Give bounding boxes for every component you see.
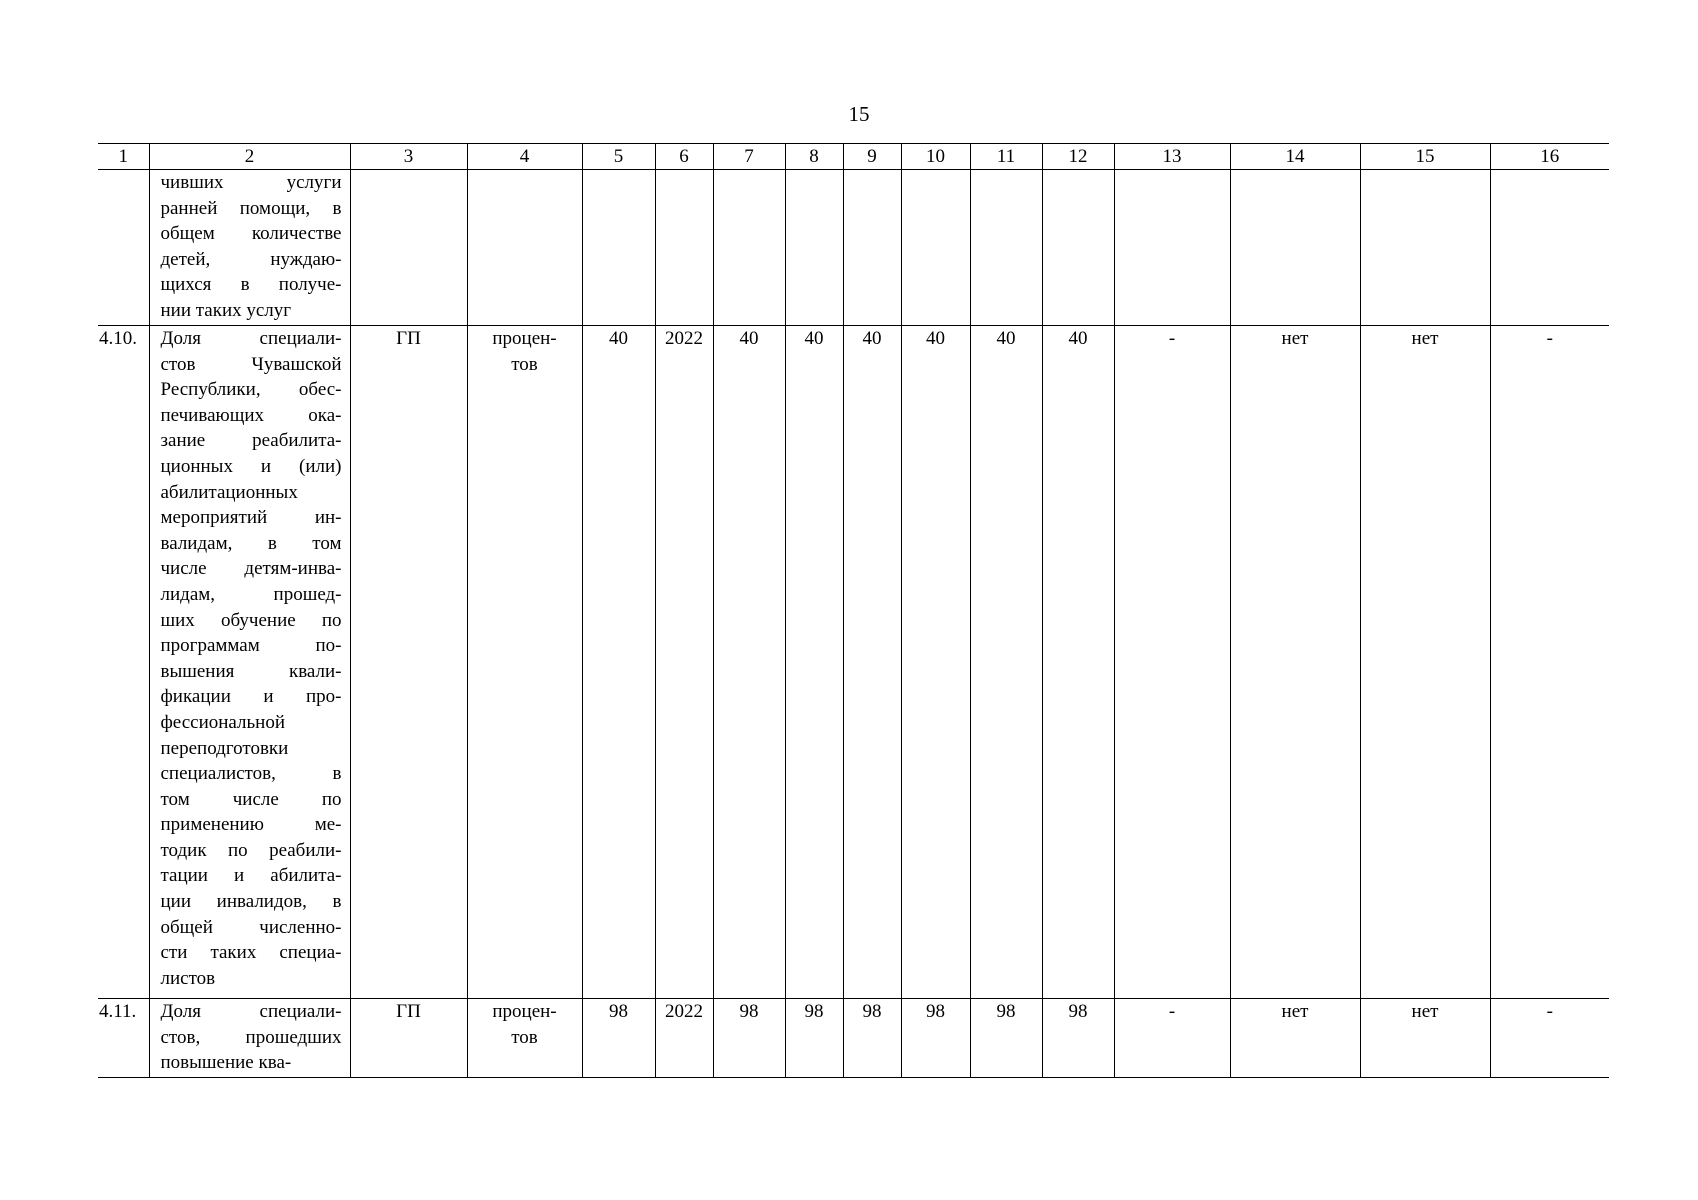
value-col-12: 98 (1042, 999, 1114, 1078)
value-col-7 (713, 170, 785, 326)
description-line: сти таких специа- (160, 942, 342, 964)
description-line: листов (160, 967, 216, 989)
header-col-16: 16 (1490, 144, 1609, 170)
header-col-15: 15 (1360, 144, 1490, 170)
description-line: валидам, в том (160, 532, 342, 554)
value-col-14: нет (1230, 999, 1360, 1078)
header-col-5: 5 (582, 144, 655, 170)
row-number: 4.11. (98, 999, 149, 1078)
value-col-7: 98 (713, 999, 785, 1078)
table-body (98, 170, 1609, 1078)
unit-of-measure (467, 326, 582, 999)
description-line: стов Чувашской (160, 353, 342, 375)
description-line: Республики, обес- (160, 379, 342, 401)
table-row (98, 326, 1609, 999)
value-col-13 (1114, 170, 1230, 326)
value-col-16: - (1490, 999, 1609, 1078)
value-col-9: 98 (843, 999, 901, 1078)
value-col-12 (1042, 170, 1114, 326)
value-col-13: - (1114, 999, 1230, 1078)
value-col-16 (1490, 170, 1609, 326)
description-line: общей численно- (160, 916, 342, 938)
header-col-8: 8 (785, 144, 843, 170)
description-line: переподготовки (160, 737, 289, 759)
description-line: лидам, прошед- (160, 583, 342, 605)
description-line: детей, нуждаю- (160, 248, 342, 270)
header-row (98, 144, 1609, 170)
header-col-1: 1 (98, 144, 149, 170)
unit-of-measure (467, 999, 582, 1078)
description-line: печивающих ока- (160, 404, 342, 426)
page-number: 15 (848, 102, 870, 126)
description-line: ции инвалидов, в (160, 891, 342, 913)
unit-line: процен- (492, 1001, 557, 1022)
value-col-9: 40 (843, 326, 901, 999)
description-line: нии таких услуг (160, 299, 292, 321)
description-line: ционных и (или) (160, 455, 342, 477)
value-col-10: 98 (901, 999, 970, 1078)
description-line: вышения квали- (160, 660, 342, 682)
value-col-9 (843, 170, 901, 326)
program-code: ГП (350, 326, 467, 999)
description-line: щихся в получе- (160, 274, 342, 296)
unit-of-measure (467, 170, 582, 326)
header-col-2: 2 (149, 144, 350, 170)
description-line: Доля специали- (160, 1001, 342, 1022)
header-col-9: 9 (843, 144, 901, 170)
description-line: Доля специали- (160, 328, 342, 349)
unit-line: тов (511, 353, 538, 375)
value-col-13: - (1114, 326, 1230, 999)
program-code (350, 170, 467, 326)
header-col-3: 3 (350, 144, 467, 170)
header-col-6: 6 (655, 144, 713, 170)
description-line: ших обучение по (160, 609, 342, 631)
description-line: фикации и про- (160, 686, 342, 708)
value-col-15 (1360, 170, 1490, 326)
row-number (98, 170, 149, 326)
indicator-description (149, 326, 350, 999)
value-col-8 (785, 170, 843, 326)
header-col-10: 10 (901, 144, 970, 170)
description-line: чивших услуги (160, 172, 342, 193)
header-col-12: 12 (1042, 144, 1114, 170)
value-col-8: 98 (785, 999, 843, 1078)
description-line: фессиональной (160, 711, 286, 733)
value-col-12: 40 (1042, 326, 1114, 999)
value-col-7: 40 (713, 326, 785, 999)
table-header (98, 144, 1609, 170)
value-col-10 (901, 170, 970, 326)
indicator-description (149, 170, 350, 326)
header-col-11: 11 (970, 144, 1042, 170)
table-row (98, 999, 1609, 1078)
value-col-8: 40 (785, 326, 843, 999)
base-value: 40 (582, 326, 655, 999)
indicator-description (149, 999, 350, 1078)
unit-line: тов (511, 1026, 538, 1048)
value-col-15: нет (1360, 999, 1490, 1078)
value-col-11: 98 (970, 999, 1042, 1078)
description-line: общем количестве (160, 223, 342, 245)
description-line: тации и абилита- (160, 865, 342, 887)
description-line: применению ме- (160, 814, 342, 836)
value-col-11: 40 (970, 326, 1042, 999)
header-col-13: 13 (1114, 144, 1230, 170)
description-line: программам по- (160, 635, 342, 657)
indicator-table (98, 143, 1609, 1078)
header-col-14: 14 (1230, 144, 1360, 170)
base-value: 98 (582, 999, 655, 1078)
value-col-11 (970, 170, 1042, 326)
value-col-10: 40 (901, 326, 970, 999)
description-line: стов, прошедших (160, 1026, 342, 1048)
description-line: абилитационных (160, 481, 298, 503)
value-col-14: нет (1230, 326, 1360, 999)
value-col-16: - (1490, 326, 1609, 999)
header-col-4: 4 (467, 144, 582, 170)
base-year: 2022 (655, 999, 713, 1078)
program-code: ГП (350, 999, 467, 1078)
value-col-15: нет (1360, 326, 1490, 999)
row-number: 4.10. (98, 326, 149, 999)
description-line: ранней помощи, в (160, 197, 342, 219)
description-line: мероприятий ин- (160, 507, 342, 529)
description-line: том числе по (160, 788, 342, 810)
base-year (655, 170, 713, 326)
description-line: специалистов, в (160, 763, 342, 785)
description-line: числе детям-инва- (160, 558, 342, 580)
description-line: зание реабилита- (160, 430, 342, 452)
base-year: 2022 (655, 326, 713, 999)
base-value (582, 170, 655, 326)
header-col-7: 7 (713, 144, 785, 170)
description-line: тодик по реабили- (160, 839, 342, 861)
table-row (98, 170, 1609, 326)
value-col-14 (1230, 170, 1360, 326)
description-line: повышение ква- (160, 1052, 292, 1074)
unit-line: процен- (492, 328, 557, 349)
